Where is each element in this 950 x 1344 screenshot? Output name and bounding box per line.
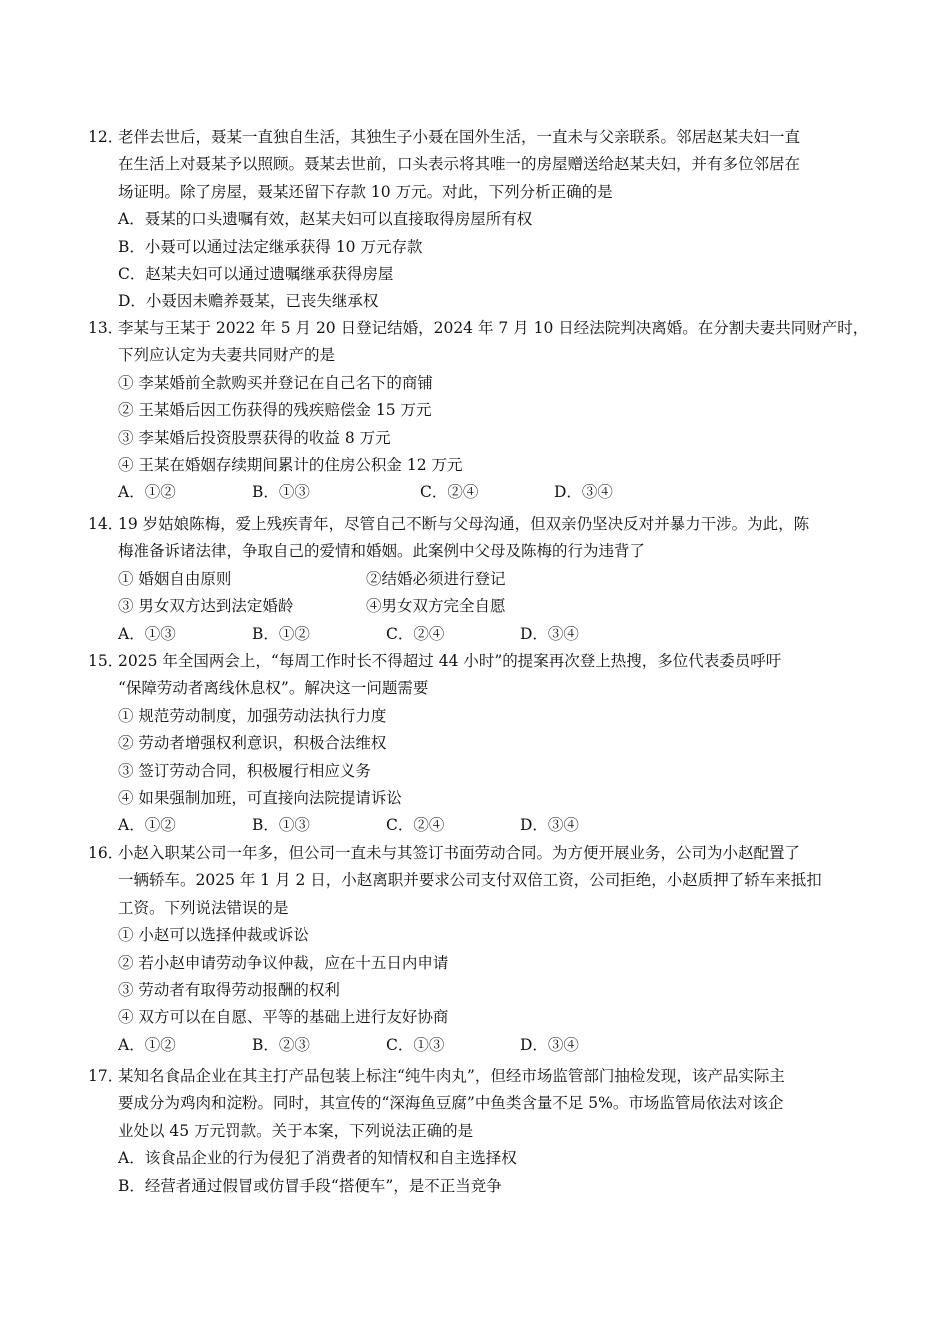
- statement-pair-row: [88, 566, 878, 593]
- choice-d: D．③④: [554, 483, 613, 502]
- option-b: B．经营者通过假冒或仿冒手段“搭便车”，是不正当竞争: [118, 1176, 502, 1195]
- question-stem-text: 李某与王某于 2022 年 5 月 20 日登记结婚，2024 年 7 月 10 日经法院判决离婚。在分割夫妻共同财产时，: [118, 319, 869, 337]
- question-stem-line: 下列应认定为夫妻共同财产的是: [118, 346, 336, 365]
- question-stem-line: 一辆轿车。2025 年 1 月 2 日，小赵离职并要求公司支付双倍工资，公司拒绝，小赵质押了轿车来抵扣: [118, 871, 822, 890]
- question-number: 12．: [88, 128, 124, 146]
- statement-item-1: ① 小赵可以选择仲裁或诉讼: [118, 926, 309, 945]
- choice-row: [88, 479, 878, 506]
- option-a: A．聂某的口头遗嘱有效，赵某夫妇可以直接取得房屋所有权: [118, 210, 533, 229]
- statement-item-3: ③ 男女双方达到法定婚龄: [118, 597, 294, 616]
- question-number: 17．: [88, 1067, 124, 1085]
- question-stem-line: “保障劳动者离线休息权”。解决这一问题需要: [118, 679, 429, 698]
- choice-a: A．①②: [118, 816, 176, 835]
- question-stem-line: [88, 315, 878, 342]
- question-15: [88, 648, 878, 840]
- statement-item-3: ③ 签订劳动合同，积极履行相应义务: [118, 761, 371, 780]
- question-stem-line: 工资。下列说法错误的是: [118, 898, 289, 917]
- choice-c: C．①③: [386, 1035, 445, 1054]
- statement-pair-row: [88, 593, 878, 620]
- question-17: [88, 1063, 878, 1200]
- option-c: C．赵某夫妇可以通过遗嘱继承获得房屋: [118, 264, 394, 283]
- choice-c: C．②④: [420, 483, 479, 502]
- statement-item-4: ④男女双方完全自愿: [366, 597, 506, 616]
- statement-item-2: ②结婚必须进行登记: [366, 569, 506, 588]
- choice-row: [88, 812, 878, 839]
- question-13: [88, 315, 878, 507]
- question-number: 15．: [88, 652, 124, 670]
- statement-item-4: ④ 王某在婚姻存续期间累计的住房公积金 12 万元: [118, 455, 463, 474]
- choice-d: D．③④: [520, 624, 579, 643]
- statement-item-1: ① 婚姻自由原则: [118, 569, 232, 588]
- question-stem-line: 在生活上对聂某予以照顾。聂某去世前，口头表示将其唯一的房屋赠送给赵某夫妇，并有多位邻居在: [118, 155, 801, 174]
- choice-b: B．②③: [252, 1035, 310, 1054]
- question-stem-line: [88, 124, 878, 151]
- question-number: 14．: [88, 515, 124, 533]
- question-stem-text: 小赵入职某公司一年多，但公司一直未与其签订书面劳动合同。为方便开展业务，公司为小赵配置了: [118, 844, 801, 862]
- question-stem-line: 梅准备诉诸法律，争取自己的爱情和婚姻。此案例中父母及陈梅的行为违背了: [118, 542, 646, 561]
- statement-item-3: ③ 李某婚后投资股票获得的收益 8 万元: [118, 428, 391, 447]
- choice-row: [88, 621, 878, 648]
- choice-b: B．①③: [252, 483, 310, 502]
- question-stem-line: 场证明。除了房屋，聂某还留下存款 10 万元。对此，下列分析正确的是: [118, 182, 613, 201]
- statement-item-3: ③ 劳动者有取得劳动报酬的权利: [118, 980, 340, 999]
- statement-item-4: ④ 如果强制加班，可直接向法院提请诉讼: [118, 788, 402, 807]
- choice-c: C．②④: [386, 624, 445, 643]
- choice-d: D．③④: [520, 1035, 579, 1054]
- statement-item-4: ④ 双方可以在自愿、平等的基础上进行友好协商: [118, 1008, 449, 1027]
- question-stem-line: [88, 840, 878, 867]
- choice-b: B．①②: [252, 624, 310, 643]
- choice-a: A．①②: [118, 1035, 176, 1054]
- option-a: A．该食品企业的行为侵犯了消费者的知情权和自主选择权: [118, 1149, 517, 1168]
- question-number: 13．: [88, 319, 124, 337]
- choice-d: D．③④: [520, 816, 579, 835]
- question-16: [88, 840, 878, 1059]
- question-stem-text: 19 岁姑娘陈梅，爱上残疾青年，尽管自己不断与父母沟通，但双亲仍坚决反对并暴力干涉。为此，陈: [118, 515, 810, 533]
- question-stem-text: 某知名食品企业在其主打产品包装上标注“纯牛肉丸”，但经市场监管部门抽检发现，该产品实际主: [118, 1067, 785, 1085]
- question-14: [88, 511, 878, 648]
- option-d: D．小聂因未赡养聂某，已丧失继承权: [118, 292, 379, 311]
- statement-item-1: ① 李某婚前全款购买并登记在自己名下的商铺: [118, 373, 433, 392]
- statement-item-1: ① 规范劳动制度，加强劳动法执行力度: [118, 706, 387, 725]
- question-stem-text: 老伴去世后，聂某一直独自生活，其独生子小聂在国外生活，一直未与父亲联系。邻居赵某夫妇一直: [118, 128, 801, 146]
- choice-a: A．①②: [118, 483, 176, 502]
- choice-b: B．①③: [252, 816, 310, 835]
- question-stem-line: [88, 1063, 878, 1090]
- question-stem-line: 要成分为鸡肉和淀粉。同时，其宣传的“深海鱼豆腐”中鱼类含量不足 5%。市场监管局依法对该企: [118, 1094, 784, 1113]
- question-stem-line: [88, 648, 878, 675]
- question-stem-line: [88, 511, 878, 538]
- question-number: 16．: [88, 844, 124, 862]
- choice-row: [88, 1032, 878, 1059]
- choice-a: A．①③: [118, 624, 176, 643]
- choice-c: C．②④: [386, 816, 445, 835]
- question-stem-line: 业处以 45 万元罚款。关于本案，下列说法正确的是: [118, 1121, 474, 1140]
- statement-item-2: ② 劳动者增强权利意识，积极合法维权: [118, 734, 387, 753]
- question-stem-text: 2025 年全国两会上，“每周工作时长不得超过 44 小时”的提案再次登上热搜，多位代表委员呼吁: [118, 652, 782, 670]
- statement-item-2: ② 若小赵申请劳动争议仲裁，应在十五日内申请: [118, 953, 449, 972]
- statement-item-2: ② 王某婚后因工伤获得的残疾赔偿金 15 万元: [118, 401, 432, 420]
- option-b: B．小聂可以通过法定继承获得 10 万元存款: [118, 237, 423, 256]
- question-12: [88, 124, 878, 316]
